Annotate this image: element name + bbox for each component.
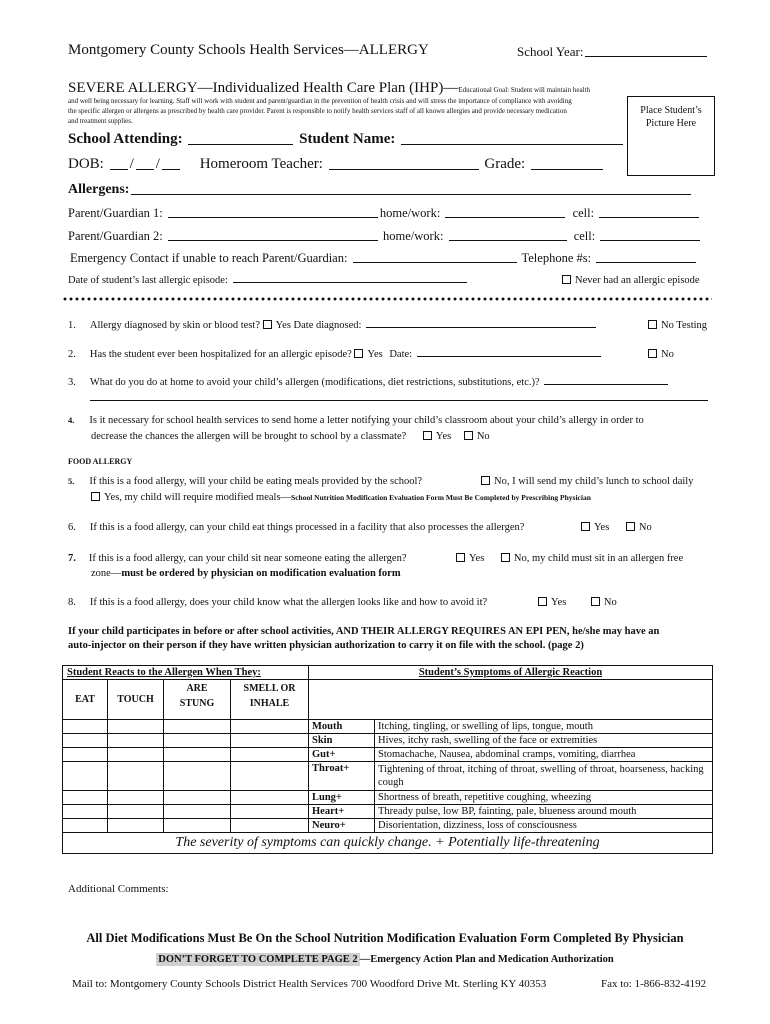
q1-no-checkbox[interactable] xyxy=(648,320,657,329)
q3-row xyxy=(68,377,670,388)
q6-yes-label: Yes xyxy=(594,522,610,533)
q1-yes-label: Yes xyxy=(275,320,291,331)
eat-cell[interactable] xyxy=(63,762,108,791)
q7-options xyxy=(456,553,683,564)
q8-number: 8. xyxy=(68,597,76,608)
never-episode-option[interactable] xyxy=(562,275,700,286)
q5-text: If this is a food allergy, will your child be eating meals provided by the school? xyxy=(89,476,423,487)
q1-date-input[interactable] xyxy=(366,326,596,328)
q2-text: Has the student ever been hospitalized for an allergic episode? xyxy=(89,349,352,360)
parent2-cell-input[interactable] xyxy=(600,239,700,241)
q6-row xyxy=(68,522,524,533)
eat-cell[interactable] xyxy=(63,805,108,819)
q5-yes-checkbox[interactable] xyxy=(91,492,100,501)
q1-text: Allergy diagnosed by skin or blood test? xyxy=(89,320,260,331)
photo-label-2: Picture Here xyxy=(645,118,697,129)
q1-no-label: No Testing xyxy=(661,320,708,331)
table-row xyxy=(63,720,713,734)
q7-row-1 xyxy=(68,553,407,564)
q6-options xyxy=(581,522,652,533)
q7-yes-label: Yes xyxy=(469,553,485,564)
parent1-row xyxy=(68,206,701,221)
last-episode-label: Date of student’s last allergic episode: xyxy=(68,275,228,286)
q7-zone: zone— xyxy=(91,568,122,579)
q8-options xyxy=(538,597,617,608)
q3-input-a[interactable] xyxy=(544,383,668,385)
q3-number: 3. xyxy=(68,377,76,388)
col-touch: TOUCH xyxy=(108,680,164,720)
table-row xyxy=(63,805,713,819)
touch-cell[interactable] xyxy=(108,762,164,791)
stung-cell[interactable] xyxy=(164,819,231,833)
col-are-stung-1: ARE xyxy=(186,683,208,694)
eat-cell[interactable] xyxy=(63,819,108,833)
school-attending-row: School Attending: Student Name: xyxy=(68,131,625,148)
q2-no-checkbox[interactable] xyxy=(648,349,657,358)
parent2-cell-label: cell: xyxy=(573,229,596,243)
q4-no-label: No xyxy=(476,431,490,442)
never-episode-checkbox[interactable] xyxy=(562,275,571,284)
page-title: Montgomery County Schools Health Services—ALLERGY xyxy=(68,42,429,58)
smell-cell[interactable] xyxy=(231,819,309,833)
q7-yes-checkbox[interactable] xyxy=(456,553,465,562)
q7-row-2 xyxy=(91,568,401,579)
goal-line-1: and well being necessary for learning. Staff will work with student and parent/guardian in the prevention of health crisis and will stress the importance of compliance with avoiding xyxy=(68,97,572,105)
q5-note: School Nutrition Modification Evaluation Form Must Be Completed by Prescribing Physician xyxy=(291,493,591,502)
q8-text: If this is a food allergy, does your child know what the allergen looks like and how to avoid it? xyxy=(89,597,488,608)
q8-no-checkbox[interactable] xyxy=(591,597,600,606)
table-row xyxy=(63,748,713,762)
touch-cell[interactable] xyxy=(108,720,164,734)
epi-notice-1: If your child participates in before or after school activities, AND THEIR ALLERGY REQUIRES AN EPI PEN, he/she may have an xyxy=(68,626,660,637)
parent2-label: Parent/Guardian 2: xyxy=(68,229,163,243)
stung-cell[interactable] xyxy=(164,791,231,805)
q4-no-checkbox[interactable] xyxy=(464,431,473,440)
homeroom-input[interactable] xyxy=(329,168,479,170)
table-row xyxy=(63,762,713,791)
smell-cell[interactable] xyxy=(231,791,309,805)
symptom-desc: Thready pulse, low BP, fainting, pale, blueness around mouth xyxy=(375,805,713,819)
school-year-field[interactable] xyxy=(517,44,709,60)
touch-cell[interactable] xyxy=(108,734,164,748)
smell-cell[interactable] xyxy=(231,762,309,791)
q2-row xyxy=(68,349,603,360)
q7-no-label: No, my child must sit in an allergen free xyxy=(513,553,684,564)
q8-yes-checkbox[interactable] xyxy=(538,597,547,606)
mail-address: Mail to: Montgomery County Schools District Health Services 700 Woodford Drive Mt. Sterling KY 40353 xyxy=(72,978,547,990)
symptom-area: Neuro+ xyxy=(309,819,375,833)
eat-cell[interactable] xyxy=(63,720,108,734)
q3-input-b[interactable] xyxy=(90,400,708,401)
goal-start: Educational Goal: Student will maintain health xyxy=(458,86,590,94)
smell-cell[interactable] xyxy=(231,720,309,734)
q5-row-2 xyxy=(91,492,591,503)
col-eat: EAT xyxy=(63,680,108,720)
col-are-stung xyxy=(164,680,231,720)
q2-date-input[interactable] xyxy=(417,355,601,357)
parent1-cell-label: cell: xyxy=(572,206,595,220)
touch-cell[interactable] xyxy=(108,748,164,762)
emergency-row xyxy=(70,251,698,266)
q6-number: 6. xyxy=(68,522,76,533)
q5-yes-label: Yes, my child will require modified meals— xyxy=(104,492,292,503)
dob-day[interactable] xyxy=(136,168,154,170)
parent2-homework-input[interactable] xyxy=(449,239,567,241)
diet-notice: All Diet Modifications Must Be On the School Nutrition Modification Evaluation Form Completed By Physician xyxy=(86,931,684,945)
q2-date-label: Date: xyxy=(389,349,413,360)
q4-text-2: decrease the chances the allergen will be brought to school by a classmate? xyxy=(91,431,407,442)
symptom-area: Heart+ xyxy=(309,805,375,819)
grade-input[interactable] xyxy=(531,168,603,170)
q8-yes-label: Yes xyxy=(551,597,567,608)
q4-number: 4. xyxy=(68,415,75,425)
parent1-name-input[interactable] xyxy=(168,216,378,218)
additional-comments-label: Additional Comments: xyxy=(68,883,169,895)
symptom-area: Skin xyxy=(309,734,375,748)
symptom-area: Mouth xyxy=(309,720,375,734)
q1-row xyxy=(68,320,598,331)
eat-cell[interactable] xyxy=(63,748,108,762)
q1-yes-checkbox[interactable] xyxy=(263,320,272,329)
col-smell-2: INHALE xyxy=(249,698,290,709)
symptoms-spacer xyxy=(309,680,713,720)
stung-cell[interactable] xyxy=(164,748,231,762)
q7-number: 7. xyxy=(68,553,76,564)
q6-text: If this is a food allergy, can your child eat things processed in a facility that also processes the allergen? xyxy=(89,522,525,533)
q3-text: What do you do at home to avoid your child’s allergen (modifications, diet restrictions, substitutions, etc.)? xyxy=(89,377,540,388)
parent2-row xyxy=(68,229,702,244)
dob-row: DOB: / / Homeroom Teacher: Grade: xyxy=(68,156,605,173)
parent1-homework-input[interactable] xyxy=(445,216,565,218)
food-allergy-heading: FOOD ALLERGY xyxy=(68,457,133,466)
q4-yes-checkbox[interactable] xyxy=(423,431,432,440)
school-attending-input[interactable] xyxy=(188,143,293,145)
touch-cell[interactable] xyxy=(108,819,164,833)
symptoms-heading: Student’s Symptoms of Allergic Reaction xyxy=(309,666,713,680)
symptom-desc: Disorientation, dizziness, loss of consciousness xyxy=(375,819,713,833)
q4-yes-label: Yes xyxy=(435,431,452,442)
telephone-label: Telephone #s: xyxy=(521,251,592,265)
symptom-desc: Tightening of throat, itching of throat, swelling of throat, hoarseness, hacking cough xyxy=(375,762,713,791)
symptom-desc: Itching, tingling, or swelling of lips, tongue, mouth xyxy=(375,720,713,734)
q4-text-1: Is it necessary for school health services to send home a letter notifying your child’s classroom about your child’s allergy in order to xyxy=(89,415,644,426)
smell-cell[interactable] xyxy=(231,805,309,819)
dotted-divider xyxy=(62,297,712,301)
q7-no-checkbox[interactable] xyxy=(501,553,510,562)
allergens-label: Allergens: xyxy=(68,182,130,197)
emergency-input[interactable] xyxy=(353,261,517,263)
dont-forget-highlight: DON’T FORGET TO COMPLETE PAGE 2 xyxy=(158,954,358,965)
stung-cell[interactable] xyxy=(164,762,231,791)
last-episode-input[interactable] xyxy=(233,281,467,283)
page2-reminder xyxy=(0,954,770,965)
never-episode-label: Never had an allergic episode xyxy=(575,275,700,286)
dob-year[interactable] xyxy=(162,168,180,170)
dont-forget-rest: —Emergency Action Plan and Medication Authorization xyxy=(359,954,614,965)
parent2-name-input[interactable] xyxy=(168,239,378,241)
goal-line-2: the specific allergen or allergens as prescribed by health care provider. Parent is responsible to notify health services staff of all known allergies and provide necessary medication xyxy=(68,107,567,115)
parent1-label: Parent/Guardian 1: xyxy=(68,206,163,220)
stung-cell[interactable] xyxy=(164,720,231,734)
q4-row-2 xyxy=(91,431,490,442)
student-name-input[interactable] xyxy=(401,143,623,145)
allergens-row xyxy=(68,182,693,198)
school-year-label: School Year: xyxy=(517,44,584,59)
allergens-input[interactable] xyxy=(131,193,691,195)
smell-cell[interactable] xyxy=(231,734,309,748)
severity-note: The severity of symptoms can quickly change. + Potentially life-threatening xyxy=(63,833,713,854)
q6-no-checkbox[interactable] xyxy=(626,522,635,531)
symptom-desc: Hives, itchy rash, swelling of the face or extremities xyxy=(375,734,713,748)
stung-cell[interactable] xyxy=(164,805,231,819)
q4-row-1 xyxy=(68,415,644,426)
symptom-area: Gut+ xyxy=(309,748,375,762)
telephone-input[interactable] xyxy=(596,261,696,263)
epi-notice-2: auto-injector on their person if they have written physician authorization to carry it on file with the school. (page 2) xyxy=(68,640,584,651)
table-row xyxy=(63,791,713,805)
q2-no-label: No xyxy=(661,349,674,360)
table-row xyxy=(63,819,713,833)
stung-cell[interactable] xyxy=(164,734,231,748)
q1-number: 1. xyxy=(68,320,76,331)
q2-number: 2. xyxy=(68,349,76,360)
q6-yes-checkbox[interactable] xyxy=(581,522,590,531)
table-row xyxy=(63,734,713,748)
school-attending-label: School Attending xyxy=(68,131,178,147)
symptom-desc: Stomachache, Nausea, abdominal cramps, vomiting, diarrhea xyxy=(375,748,713,762)
dob-label: DOB: xyxy=(68,156,104,172)
q1-no-option[interactable] xyxy=(648,320,707,331)
q8-no-label: No xyxy=(603,597,617,608)
q6-no-label: No xyxy=(638,522,652,533)
smell-cell[interactable] xyxy=(231,748,309,762)
col-smell xyxy=(231,680,309,720)
q2-yes-label: Yes xyxy=(367,349,383,360)
q2-no-option[interactable] xyxy=(648,349,674,360)
plan-title: SEVERE ALLERGY—Individualized Health Care Plan (IHP)— xyxy=(68,80,459,96)
col-smell-1: SMELL OR xyxy=(243,683,296,694)
q5-no-label: No, I will send my child’s lunch to school daily xyxy=(494,476,694,487)
q1-date-label: Date diagnosed: xyxy=(293,320,362,331)
eat-cell[interactable] xyxy=(63,734,108,748)
reaction-table xyxy=(62,665,713,854)
q7-note: must be ordered by physician on modification evaluation form xyxy=(121,568,401,579)
plan-title-row xyxy=(68,80,590,97)
symptom-area: Lung+ xyxy=(309,791,375,805)
q5-no-checkbox[interactable] xyxy=(481,476,490,485)
parent2-homework-label: home/work: xyxy=(383,229,444,243)
q5-number: 5. xyxy=(68,476,75,486)
fax-number: Fax to: 1-866-832-4192 xyxy=(601,978,707,990)
dob-month[interactable] xyxy=(110,168,128,170)
student-name-label: Student Name xyxy=(299,131,391,147)
student-picture-box[interactable] xyxy=(627,96,715,176)
last-episode-row xyxy=(68,275,469,286)
eat-cell[interactable] xyxy=(63,791,108,805)
parent1-cell-input[interactable] xyxy=(599,216,699,218)
goal-line-3: and treatment supplies. xyxy=(68,117,133,125)
q2-yes-checkbox[interactable] xyxy=(354,349,363,358)
emergency-label: Emergency Contact if unable to reach Parent/Guardian: xyxy=(70,251,348,265)
react-heading: Student Reacts to the Allergen When They: xyxy=(63,666,309,680)
touch-cell[interactable] xyxy=(108,805,164,819)
q8-row xyxy=(68,597,487,608)
q5-row-1 xyxy=(68,476,422,487)
col-are-stung-2: STUNG xyxy=(179,698,215,709)
symptom-desc: Shortness of breath, repetitive coughing, wheezing xyxy=(375,791,713,805)
parent1-homework-label: home/work: xyxy=(379,206,441,220)
touch-cell[interactable] xyxy=(108,791,164,805)
homeroom-label: Homeroom Teacher: xyxy=(199,156,323,172)
grade-label: Grade: xyxy=(484,156,526,172)
q7-text: If this is a food allergy, can your child sit near someone eating the allergen? xyxy=(88,553,407,564)
symptom-area: Throat+ xyxy=(309,762,375,791)
photo-label-1: Place Student’s xyxy=(640,105,702,116)
q5-no-option[interactable] xyxy=(481,476,693,487)
